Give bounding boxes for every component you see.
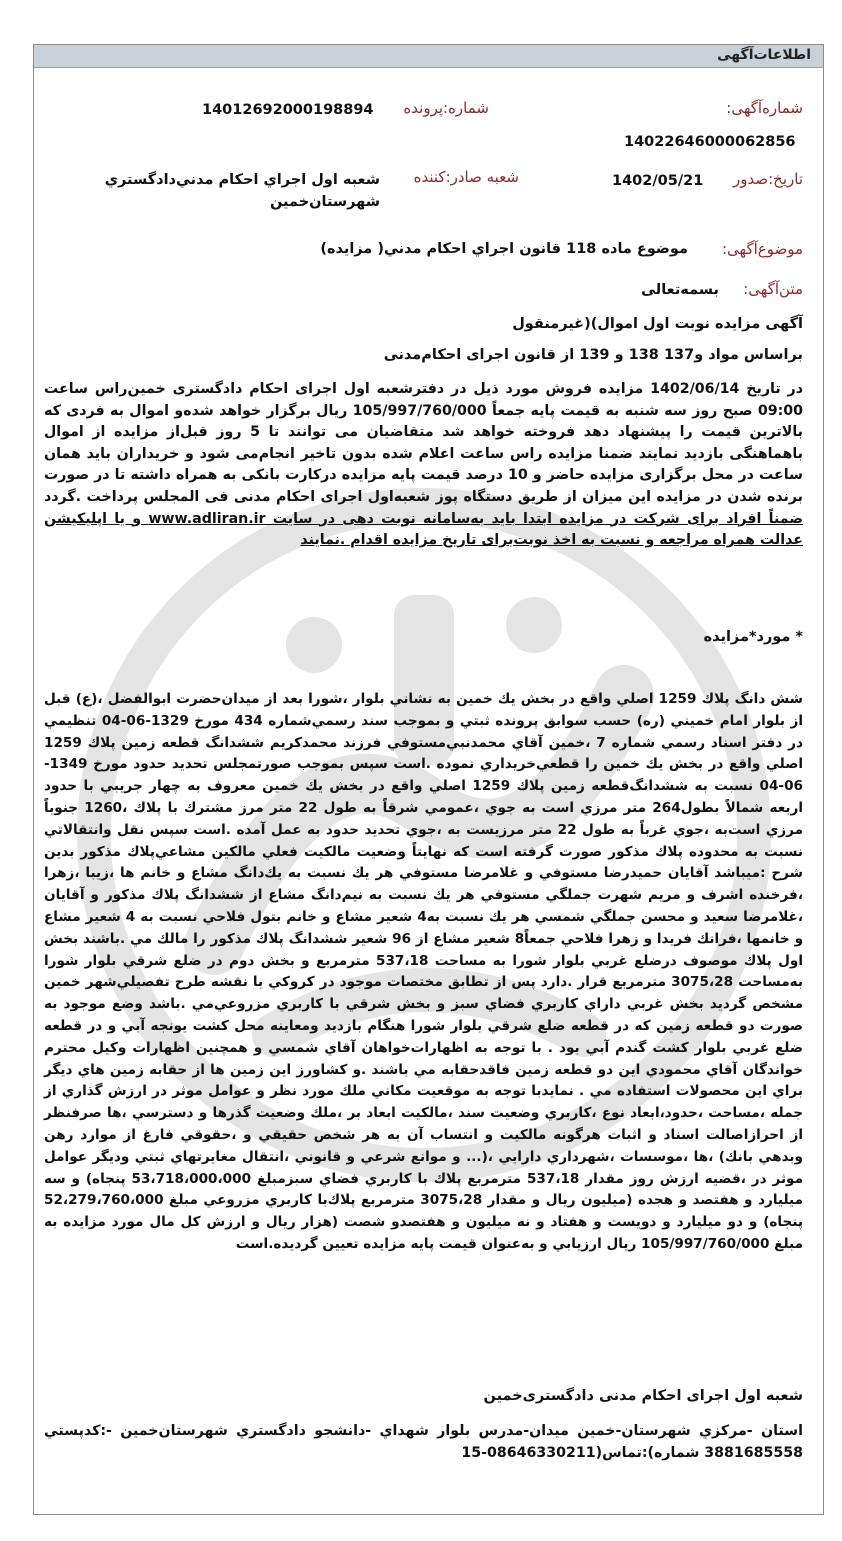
case-number-value: 14012692000198894	[202, 102, 374, 118]
issuer-label: شعبه صادر:کننده	[413, 168, 519, 186]
subject-label: موضوع‌آگهی:	[722, 240, 803, 258]
auction-notice-paragraph	[44, 379, 803, 552]
issuer-line2: شهرستان‌خمين	[270, 194, 380, 210]
bismillah: بسمه‌تعالی	[641, 282, 719, 298]
registration-notice: ضمناً افراد برای شرکت در مزایده ابتدا باید به‌سامانه نوبت دهی در سایت www.adliran.ir و یا اپلیکیشن عدالت همراه مراجعه و نسبت به اخذ نوبت‌برای تاریخ مزایده اقدام .نمایند	[44, 510, 803, 549]
body-label: متن‌آگهی:	[743, 280, 803, 298]
property-description: شش دانگ پلاك 1259 اصلي واقع در بخش يك خمين به نشاني بلوار ،شورا بعد از ميدان‌حضرت ابوالفضل ،(ع) قبل از بلوار امام خميني (ره) حسب سوابق پرونده ثبتي و بموجب سند رسمي‌شماره 434 مورخ 1329-06-04 تنظيمي در دفتر اسناد رسمي شماره 7 ،خمين آقاي محمدنبي‌مستوفي فرزند محمدكريم ششدانگ قطعه زمين پلاك 1259 اصلي واقع در بخش يك خمين را قطعي‌خريداري نموده .است سپس بموجب صورتمجلس تحديد حدود مورخ 1349-06-04 نسبت به ششدانگ‌قطعه زمين پلاك 1259 اصلي واقع در بخش يك خمين معروف به چهار جريبي با حدود اربعه شمالاً بطول264 متر مرزي است به جوي ،عمومي شرقاً به طول 22 متر مرز مشترك با پلاك ،1260 جنوباً مرزي است‌به ،جوي غرباً به طول 22 متر مرزيست به ،جوي تحديد حدود به عمل آمده .است سپس نقل وانتقالاتي نسبت به محدوده پلاك مذكور صورت گرفته است كه نهايتاً وضعيت مالكيت فعلي مالكين مشاعي‌پلاك مذكور بدين شرح :ميباشد آقايان حميدرضا مستوفي و غلامرضا مستوفي هر يك نسبت به يك‌دانگ مشاع و خانم ها ،زيبا ،زهرا ،فرخنده اشرف و مريم شهرت جملگي مستوفي هر يك نسبت به نيم‌دانگ مشاع از ششدانگ پلاك مذكور و آقايان ،غلامرضا سعيد و محسن جملگي شمسي هر يك نسبت به4 شعير مشاع و خانم بتول فلاحي نسبت به 4 شعير مشاع و خانمها ،فرانك فريدا و زهرا فلاحي جمعاً8 شعير مشاع از 96 شعير ششدانگ پلاك مذكور را مالك مي .باشند بخش اول پلاك موصوف درضلع غربي بلوار شورا به مساحت 537،18 مترمربع و بخش دوم در ضلع شرقي بلوار شورا به‌مساحت 3075،28 مترمربع قرار .دارد پس از تطابق مختصات موجود در كروكي با نقشه طرح تفصيلي‌شهر خمين مشخص گرديد بخش غربي داراي كاربري فضاي سبز و بخش شرقي با كاربري مزروعي‌مي .باشد وضع موجود به صورت دو قطعه زمين كه در قطعه ضلع شرقي بلوار شورا هنگام بازديد ومعاينه محل كشت يونجه آبي و در قطعه ضلع غربي بلوار كشت گندم آبي بود . با توجه به اظهارات‌خواهان آقاي شمسي و همچنين اظهارات وكيل محترم خواندگان آقاي محمودي اين دو قطعه زمين فاقدحقابه مي باشند .و كشاورز اين زمين ها از حقابه زمين هاي ديگر براي اين محصولات استفاده مي . نمايدبا توجه به موقعيت مكاني ملك مورد نظر و عوامل موثر در ارزش گذاري از جمله ،مساحت ،حدود،ابعاد نوع ،كاربري وضعيت سند ،مالكيت ابعاد بر ،ملك وضعيت گذرها و دسترسي ،ها صرفنظر از احرازاصالت اسناد و اثبات هرگونه مالكيت و انتساب آن به هر شخص حقيقي و ،حقوقي فارغ از موارد رهن وبدهي بانك) ،ها ،موسسات ،شهرداري دارايي ،(... و موانع شرعي و قانوني ،انتقال مغايرتهاي ثبتي وديگر عوامل موثر در ،قضيه ارزش روز مقدار 537،18 مترمربع پلاك با كاربري فضاي سبزمبلغ 53،718،000،000 پنجاه) و سه ميليارد و هفتصد و هجده (ميليون ريال و مقدار 3075،28 مترمربع پلاك‌با كاربري مزروعي مبلغ 52،279،760،000 پنجاه) و دو ميليارد و دويست و هفتاد و نه ميليون و هفتصدو شصت (هزار ريال و ارزش كل مال مورد مزايده به مبلغ 105/997/760/000 ريال ارزيابي و به‌عنوان قيمت پايه مزايده تعيين گرديده.است	[44, 691, 804, 1252]
heading-legal-basis: براساس مواد و137 138 و 139 از قانون اجرای احکام‌مدنی	[383, 347, 803, 363]
subject-value: موضوع ماده 118 قانون اجراي احكام مدني( مزايده)	[320, 241, 688, 257]
issue-date-value: 1402/05/21	[612, 173, 704, 189]
panel-title: اطلاعات‌آگهی	[717, 47, 811, 63]
footer-branch: شعبه اول اجرای احکام مدنی دادگستری‌خمین	[483, 1388, 803, 1404]
issue-date-label: تاریخ:صدور	[733, 170, 803, 188]
auction-notice-text: در تاریخ 1402/06/14 مزایده فروش مورد ذیل در دفترشعبه اول اجرای احکام دادگستری خمین‌راس ساعت 09:00 صبح روز سه شنبه به قیمت پایه جمعاً 105/997/760/000 ریال برگزار خواهد شده‌و اموال به فردی که بالاترین قیمت را پیشنهاد دهد فروخته خواهد شد متقاضیان می توانند تا 5 روز قبل‌از مزایده از اموال باهماهنگی بازدید نمایند ضمنا مزایده راس ساعت اعلام شده بدون تاخیر انجام‌می شود و خریداران باید همان ساعت در محل برگزاری مزایده حاضر و 10 درصد قیمت پایه مزایده درکارت بانکی به همراه داشته تا در صورت برنده شدن در مزایده این میزان از طریق دستگاه پوز شعبه‌اول اجرای احکام مدنی فی المجلس پرداخت .گردد	[44, 381, 803, 505]
ad-number-label: شماره‌آگهی:	[726, 99, 803, 117]
ad-number-value: 14022646000062856	[624, 134, 796, 150]
heading-auction: آگهی مزایده نوبت اول اموال)(غیرمنقول	[512, 316, 803, 332]
branch-address: استان -مركزي شهرستان-خمين ميدان-مدرس بلوار شهداي -دانشجو دادگستري شهرستان‌خمين -:كدپستي 3881685558 شماره):تماس(08646330211-15	[44, 1423, 803, 1461]
panel-titlebar	[34, 45, 823, 68]
case-number-label: شماره:پرونده	[403, 99, 489, 117]
issuer-line1: شعبه اول اجراي احكام مدني‌دادگستري	[104, 172, 380, 188]
item-heading: * مورد*مزایده	[703, 629, 803, 645]
